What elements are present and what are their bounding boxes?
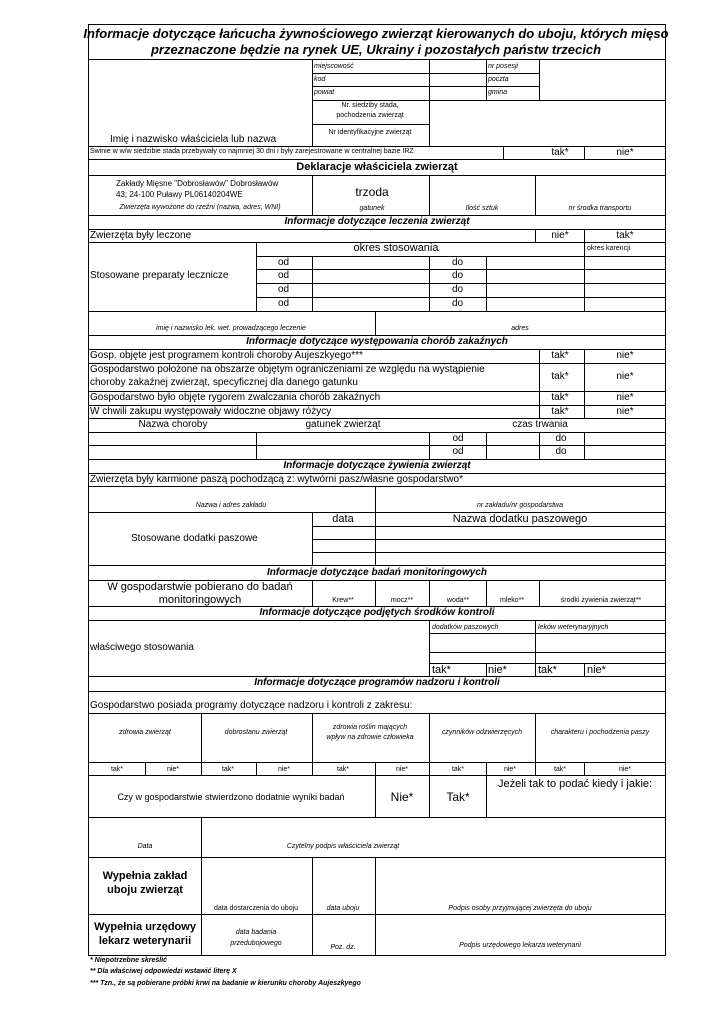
gatunek-value: trzoda	[355, 185, 389, 199]
czas-do-label: do	[555, 446, 567, 457]
gatunek-zwierzat-label: gatunek zwierząt	[305, 419, 381, 430]
programy-intro: Gospodarstwo posiada programy dotyczące nadzoru i kontroli z zakresu:	[90, 700, 413, 711]
rygor-question: Gospodarstwo było objęte rygorem zwalczania chorób zakaźnych	[90, 392, 381, 403]
poczta-label: poczta	[488, 76, 509, 83]
rygor-tak-option[interactable]: tak*	[551, 392, 569, 403]
nr-identyfikacyjne-label: Nr identyfikacyjne zwierząt	[328, 129, 412, 136]
mleko-option[interactable]: mleko**	[499, 597, 525, 604]
czynnikow-nie[interactable]: nie*	[503, 766, 517, 773]
srodki-zywienia-option[interactable]: środki żywienia zwierząt**	[560, 597, 642, 604]
podpis-lekarza-label: Podpis urzędowego lekarza weterynarii	[459, 942, 581, 949]
leczenie-header: Informacje dotyczące leczenia zwierząt	[284, 216, 470, 227]
rozyca-tak-option[interactable]: tak*	[551, 406, 569, 417]
footnote-3: *** Tzn., że są pobierane próbki krwi na badanie w kierunku choroby Aujeszkyego	[90, 980, 361, 987]
zwierzeta-leczone-question: Zwierzęta były leczone	[90, 230, 192, 241]
form-title-line2: przeznaczone będzie na rynek UE, Ukrainy i pozostałych państw trzecich	[150, 42, 602, 57]
stosowane-dodatki-label: Stosowane dodatki paszowe	[131, 533, 258, 544]
monitoring-question-line1: W gospodarstwie pobierano do badań	[107, 581, 293, 593]
ograniczenia-nie-option[interactable]: nie*	[616, 371, 634, 382]
aujeszky-tak-option[interactable]: tak*	[551, 350, 569, 361]
zywienie-header: Informacje dotyczące żywienia zwierząt	[283, 460, 471, 471]
do-label: do	[452, 298, 464, 309]
leki-nie-option[interactable]: nie*	[587, 664, 606, 676]
czynnikow-tak[interactable]: tak*	[451, 766, 465, 773]
data-uboju-label: data uboju	[326, 905, 360, 912]
nr-zakladu-label: nr zakładu/nr gospodarstwa	[477, 502, 563, 509]
choroby-header: Informacje dotyczące występowania chorób zakaźnych	[246, 336, 508, 347]
leczone-nie-option[interactable]: nie*	[551, 230, 569, 241]
lekow-weterynaryjnych-label: leków weterynaryjnych	[538, 624, 609, 631]
jezeli-tak-label: Jeżeli tak to podać kiedy i jakie:	[498, 778, 653, 790]
monitoring-question-line2: monitoringowych	[158, 594, 242, 606]
zdrowia-roslin-tak[interactable]: tak*	[336, 766, 350, 773]
czas-od-label: od	[452, 433, 464, 444]
slaughterhouse-address: 43; 24-100 Puławy PL06140204WE	[116, 190, 243, 199]
zdrowia-roslin-nie[interactable]: nie*	[395, 766, 409, 773]
wyniki-tak-option[interactable]: Tak*	[446, 790, 470, 804]
aujeszky-nie-option[interactable]: nie*	[616, 350, 634, 361]
nr-posesji-label: nr posesji	[488, 63, 518, 70]
deklaracje-header: Deklaracje właściciela zwierząt	[296, 161, 458, 173]
charakteru-tak[interactable]: tak*	[553, 766, 567, 773]
krew-option[interactable]: Krew**	[332, 597, 354, 604]
gmina-label: gmina	[488, 89, 508, 96]
do-label: do	[452, 270, 464, 281]
ograniczenia-question-line1: Gospodarstwo położone na obszarze objętym ograniczeniami ze względu na wystąpienie	[90, 364, 485, 375]
rygor-nie-option[interactable]: nie*	[616, 392, 634, 403]
zdrowia-roslin-label-2: wpływ na zdrowie człowieka	[326, 734, 414, 741]
nr-srodka-transportu-label: nr środka transportu	[568, 205, 632, 212]
aujeszky-question: Gosp. objęte jest programem kontroli choroby Aujeszkyego***	[90, 350, 363, 361]
od-label: od	[278, 257, 290, 268]
czytelny-podpis-label: Czytelny podpis właściciela zwierząt	[286, 843, 400, 850]
karmione-pasza-question: Zwierzęta były karmione paszą pochodzącą z: wytwórni pasz/własne gospodarstwo*	[90, 474, 463, 485]
czas-od-label: od	[452, 446, 464, 457]
okres-stosowania-label: okres stosowania	[353, 242, 439, 254]
slaughterhouse-caption: Zwierzęta wywożone do rzeźni (nazwa, adres, WNI)	[119, 204, 281, 211]
charakteru-label: charakteru i pochodzenia paszy	[550, 729, 650, 736]
data-badania-label-2: przedubojowego	[230, 940, 282, 947]
woda-option[interactable]: woda**	[446, 597, 470, 604]
dobrostanu-tak[interactable]: tak*	[221, 766, 235, 773]
zdrowia-zwierzat-label: zdrowia zwierząt	[119, 729, 171, 736]
kontrole-header: Informacje dotyczące podjętych środków kontroli	[259, 607, 495, 618]
czas-do-label: do	[555, 433, 567, 444]
dodatnie-wyniki-question: Czy w gospodarstwie stwierdzono dodatnie wyniki badań	[117, 792, 345, 802]
zdrowia-zwierzat-nie[interactable]: nie*	[166, 766, 180, 773]
ilosc-sztuk-label: Ilość sztuk	[465, 205, 499, 212]
ubojnia-label-line1: Wypełnia zakład	[102, 870, 188, 882]
nazwa-dodatku-label: Nazwa dodatku paszowego	[452, 513, 588, 525]
irz-nie-option[interactable]: nie*	[616, 147, 634, 158]
nazwa-zakladu-label: Nazwa i adres zakładu	[195, 502, 267, 509]
czynnikow-label: czynników odzwierzęcych	[441, 729, 523, 736]
lekarz-prowadzacy-label: imię i nazwisko lek. wet. prowadzącego leczenie	[156, 325, 306, 332]
lekarz-label-line2: lekarz weterynarii	[98, 935, 192, 947]
irz-tak-option[interactable]: tak*	[551, 147, 569, 158]
ograniczenia-question-line2: choroby zakaźnej zwierząt, specyficznej dla danego gatunku	[90, 377, 358, 388]
data-badania-label-1: data badania	[235, 929, 277, 936]
gatunek-label: gatunek	[359, 205, 385, 212]
do-label: do	[452, 284, 464, 295]
zdrowia-roslin-label-1: zdrowia roślin mających	[332, 724, 408, 731]
dodatki-tak-option[interactable]: tak*	[432, 664, 451, 676]
data-dostarczenia-label: data dostarczenia do uboju	[213, 905, 299, 912]
ograniczenia-tak-option[interactable]: tak*	[551, 371, 569, 382]
okres-karencji-label: okres karencji	[587, 245, 631, 252]
od-label: od	[278, 298, 290, 309]
dodatkow-paszowych-label: dodatków paszowych	[432, 624, 499, 631]
zdrowia-zwierzat-tak[interactable]: tak*	[110, 766, 124, 773]
wlasciwego-stosowania-label: właściwego stosowania	[90, 642, 194, 653]
wyniki-nie-option[interactable]: Nie*	[390, 790, 414, 804]
od-label: od	[278, 270, 290, 281]
monitoring-header: Informacje dotyczące badań monitoringowych	[266, 567, 488, 578]
lekarz-label-line1: Wypełnia urzędowy	[94, 921, 196, 933]
leczone-tak-option[interactable]: tak*	[616, 230, 634, 241]
rozyca-question: W chwili zakupu występowały widoczne objawy różycy	[90, 406, 332, 417]
nr-siedziby-label-2: pochodzenia zwierząt	[336, 112, 404, 119]
data-podpisu-label: Data	[137, 843, 153, 850]
nazwa-choroby-label: Nazwa choroby	[138, 419, 208, 430]
dodatki-data-label: data	[332, 513, 354, 525]
dobrostanu-nie[interactable]: nie*	[277, 766, 291, 773]
miejscowosc-label: miejscowość	[314, 63, 354, 70]
powiat-label: powiat	[314, 89, 335, 96]
do-label: do	[452, 257, 464, 268]
footnote-1: * Niepotrzebne skreślić	[90, 957, 168, 964]
programy-header: Informacje dotyczące programów nadzoru i kontroli	[254, 677, 500, 688]
poz-dz-label: Poz. dz.	[330, 944, 356, 951]
od-label: od	[278, 284, 290, 295]
rozyca-nie-option[interactable]: nie*	[616, 406, 634, 417]
nr-siedziby-label-1: Nr. siedziby stada,	[341, 102, 399, 109]
irz-question: Świnie w w/w siedzibie stada przebywały co najmniej 30 dni i były zarejestrowane w centralnej bazie IRZ	[90, 148, 414, 155]
stosowane-preparaty-label: Stosowane preparaty lecznicze	[90, 270, 229, 281]
podpis-osoby-przyjmujacej-label: Podpis osoby przyjmującej zwierzęta do uboju	[448, 905, 592, 912]
owner-name-label: Imię i nazwisko właściciela lub nazwa	[110, 134, 277, 145]
footnote-2: ** Dla właściwej odpowiedzi wstawić literę X	[90, 968, 237, 975]
slaughterhouse-name: Zakłady Mięsne "Dobrosławów" Dobrosławów	[116, 179, 279, 188]
kod-label: kod	[314, 76, 326, 83]
form-title-line1: Informacje dotyczące łańcucha żywnościowego zwierząt kierowanych do uboju, których mięso	[83, 26, 669, 41]
charakteru-nie[interactable]: nie*	[618, 766, 632, 773]
dobrostanu-label: dobrostanu zwierząt	[224, 729, 288, 736]
ubojnia-label-line2: uboju zwierząt	[107, 884, 183, 896]
leki-tak-option[interactable]: tak*	[538, 664, 557, 676]
dodatki-nie-option[interactable]: nie*	[488, 664, 507, 676]
mocz-option[interactable]: mocz**	[390, 597, 414, 604]
lekarz-adres-label: adres	[511, 325, 529, 332]
czas-trwania-label: czas trwania	[512, 419, 568, 430]
